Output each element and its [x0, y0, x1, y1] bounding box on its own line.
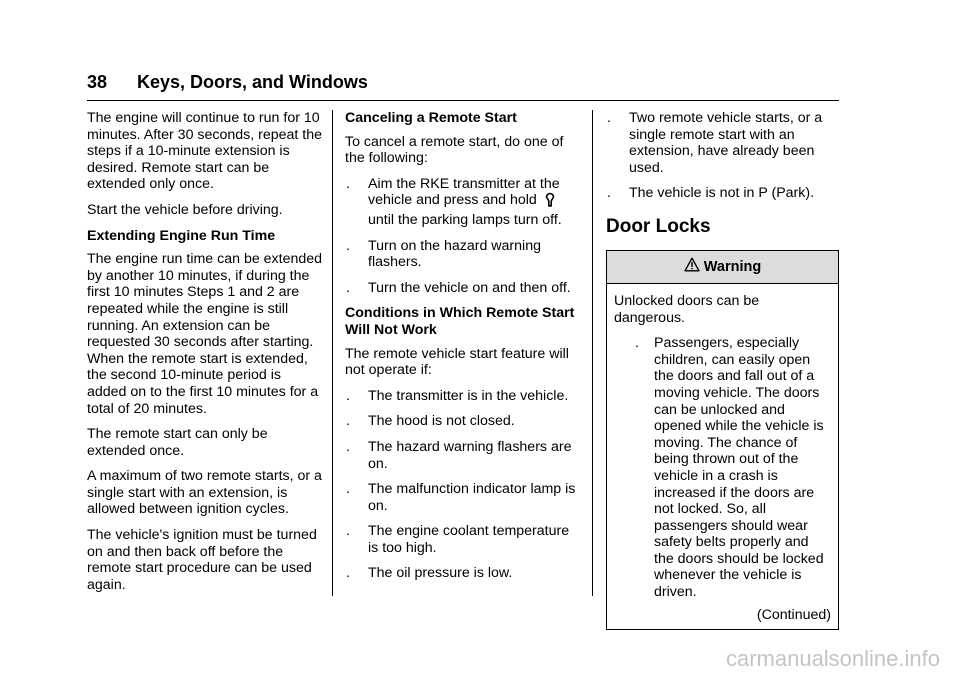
warning-icon	[684, 257, 700, 277]
continued-label: (Continued)	[756, 606, 831, 623]
paragraph: A maximum of two remote starts, or a single start with an extension, is allowed between ignition cycles.	[87, 468, 322, 518]
list-item-text: The malfunction indicator lamp is on.	[368, 481, 576, 514]
bullet-marker: .	[607, 185, 611, 202]
remote-start-icon	[544, 192, 556, 212]
list-item	[345, 176, 581, 229]
column-1	[87, 110, 323, 602]
list-item	[345, 238, 581, 271]
list-item	[345, 439, 581, 472]
bullet-marker: .	[607, 110, 611, 126]
list-item	[345, 388, 581, 405]
list-item-text: Two remote vehicle starts, or a single remote start with an extension, have already been used.	[629, 110, 823, 176]
bullet-marker: .	[346, 481, 350, 498]
list-item	[345, 280, 581, 297]
warning-label: Warning	[703, 258, 762, 275]
list-item-text: The oil pressure is low.	[368, 565, 513, 582]
bullet-marker: .	[346, 237, 350, 254]
column-divider	[332, 110, 333, 596]
list-item-text: The vehicle is not in P (Park).	[629, 185, 815, 202]
list-item-text: until the parking lamps turn off.	[368, 211, 562, 228]
warning-header	[607, 251, 838, 284]
list-item	[606, 185, 839, 202]
paragraph: The engine run time can be extended by another 10 minutes, if during the first 10 minutes Steps 1 and 2 are repeated while the engine is still running. An extension can be requested 30 seconds after starting. When the remote start is extended, the second 10-minute period is added on to the first 10 minutes for a total of 20 minutes.	[87, 251, 323, 417]
paragraph: The remote vehicle start feature will not operate if:	[345, 345, 569, 379]
paragraph: The vehicle's ignition must be turned on and then back off before the remote start procedure can be used again.	[87, 527, 317, 593]
column-2	[345, 110, 581, 591]
door-locks-heading: Door Locks	[606, 215, 711, 237]
warning-body	[607, 284, 838, 629]
list-item	[345, 523, 581, 556]
page-number: 38	[87, 72, 108, 92]
watermark: carmanualsonline.info	[725, 646, 940, 671]
bullet-marker: .	[346, 279, 350, 296]
paragraph: To cancel a remote start, do one of the following:	[345, 133, 564, 167]
warning-box	[606, 250, 839, 630]
list-item	[345, 565, 581, 582]
bullet-marker: .	[346, 523, 350, 540]
list-item-text: The transmitter is in the vehicle.	[368, 387, 569, 404]
list-item-text: The hood is not closed.	[368, 413, 515, 430]
list-item-text: Passengers, especially children, can easily open the doors and fall out of a moving vehicle. The doors can be unlocked and opened while the vehicle is moving. The chance of being thrown out of the vehicle in a crash is increased if the doors are not locked. So, all passengers should wear safety belts properly and the doors should be locked whenever the vehicle is driven.	[654, 335, 824, 601]
list-item	[634, 335, 831, 601]
column-3	[606, 110, 839, 630]
list-item	[345, 413, 581, 430]
list-item	[345, 481, 581, 514]
list-item-text: Aim the RKE transmitter at the vehicle and press and hold	[368, 175, 560, 209]
list-item-text: The engine coolant temperature is too high.	[368, 523, 570, 556]
subheading: Conditions in Which Remote Start Will Not Work	[345, 305, 575, 338]
bullet-marker: .	[346, 175, 350, 192]
section-title: Keys, Doors, and Windows	[137, 72, 368, 92]
paragraph: The engine will continue to run for 10 minutes. After 30 seconds, repeat the steps if a 10-minute extension is desired. Remote start can be extended only once.	[87, 110, 323, 193]
list-item-text: The hazard warning flashers are on.	[368, 438, 572, 472]
paragraph: The remote start can only be extended once.	[87, 426, 268, 459]
subheading: Canceling a Remote Start	[345, 110, 517, 126]
bullet-marker: .	[346, 438, 350, 455]
column-divider	[592, 110, 593, 596]
bullet-marker: .	[346, 387, 350, 404]
paragraph: Start the vehicle before driving.	[87, 201, 283, 218]
list-item	[606, 110, 839, 176]
warning-intro: Unlocked doors can be dangerous.	[614, 292, 760, 326]
subheading: Extending Engine Run Time	[87, 227, 276, 244]
bullet-marker: .	[635, 335, 639, 352]
bullet-marker: .	[346, 413, 350, 430]
list-item-text: Turn on the hazard warning flashers.	[368, 237, 541, 271]
bullet-marker: .	[346, 565, 350, 582]
list-item-text: Turn the vehicle on and then off.	[368, 279, 571, 296]
page-header	[87, 70, 839, 101]
